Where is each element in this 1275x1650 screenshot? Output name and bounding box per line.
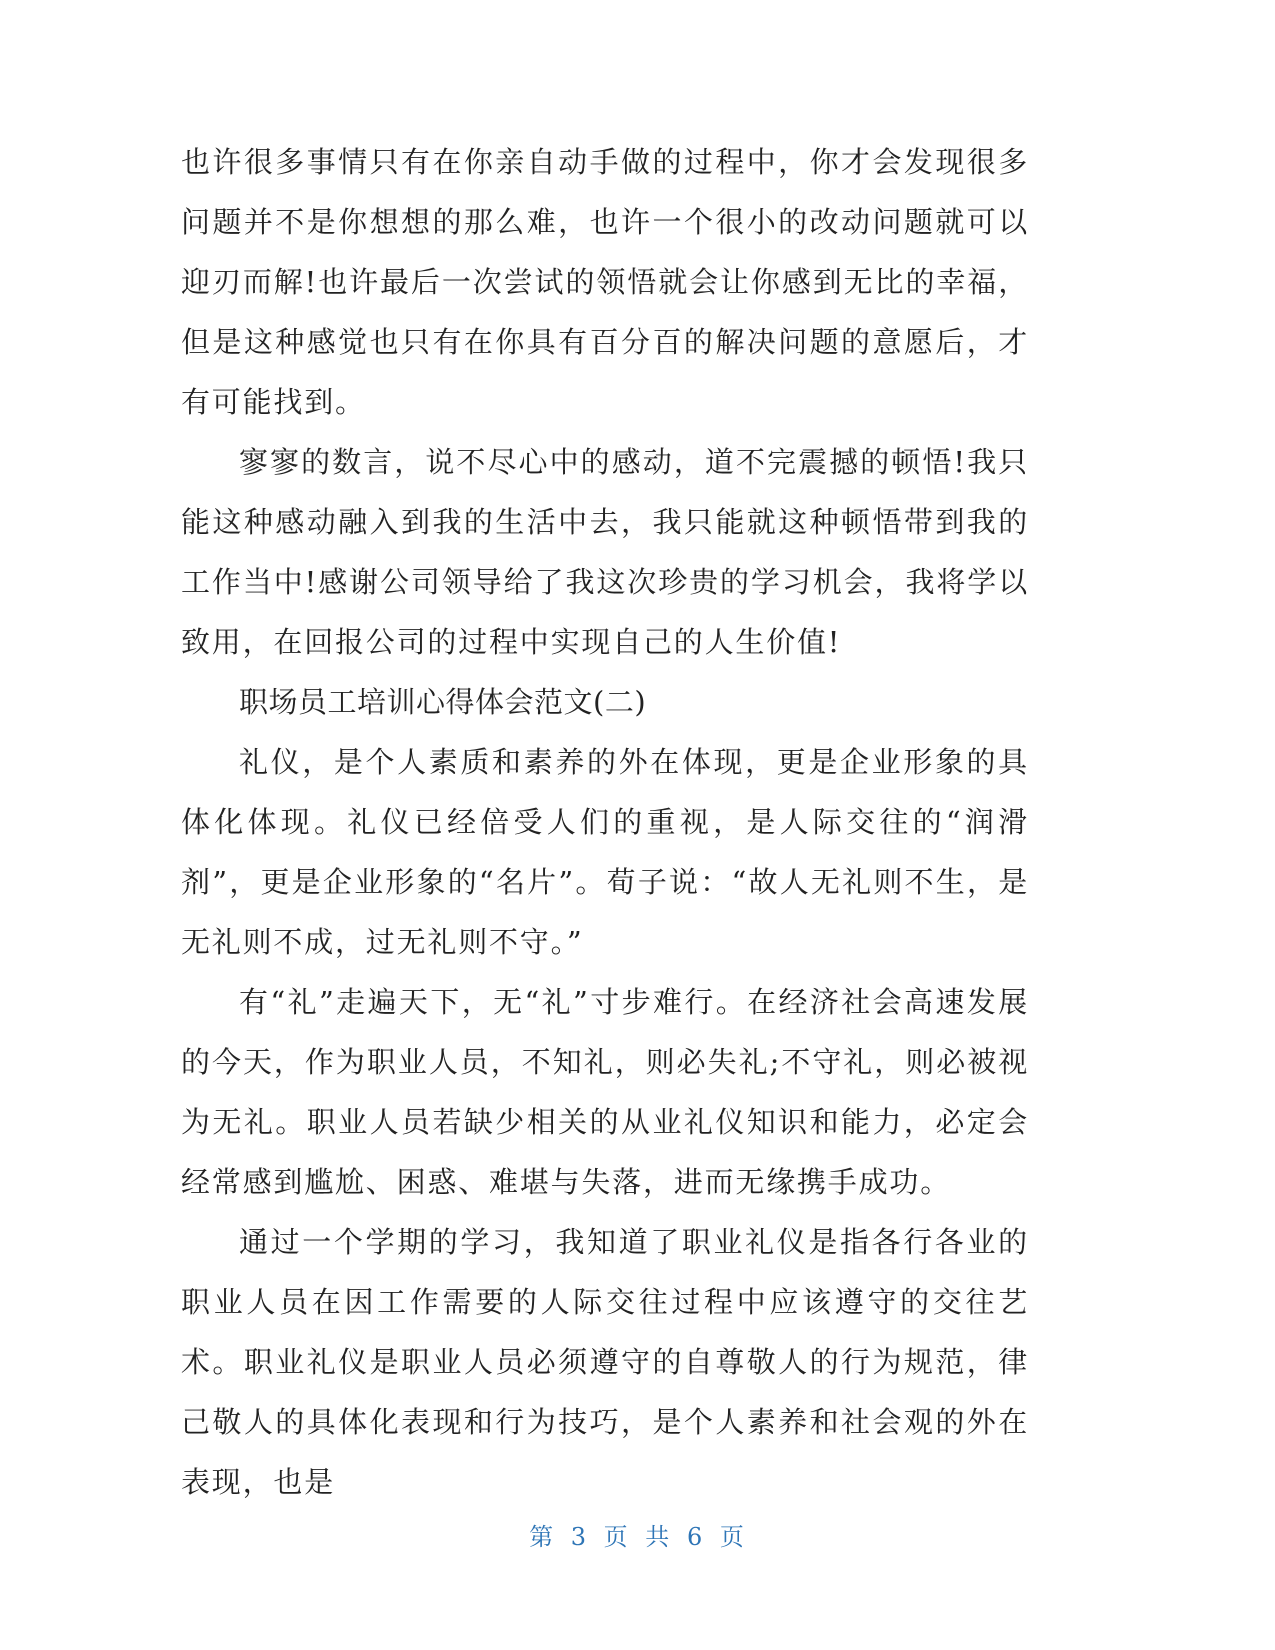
paragraph-etiquette-intro: 礼仪，是个人素质和素养的外在体现，更是企业形象的具体化体现。礼仪已经倍受人们的重视，是人际交往的“润滑剂”，更是企业形象的“名片”。荀子说：“故人无礼则不生，是无礼则不成，过无礼则不守。” — [181, 745, 1029, 959]
paragraph-gratitude: 寥寥的数言，说不尽心中的感动，道不完震撼的顿悟!我只能这种感动融入到我的生活中去，我只能就这种顿悟带到我的工作当中!感谢公司领导给了我这次珍贵的学习机会，我将学以致用，在回报公司的过程中实现自己的人生价值! — [181, 445, 1029, 659]
section-heading: 职场员工培训心得体会范文(二) — [239, 685, 647, 719]
paragraph-continued: 也许很多事情只有在你亲自动手做的过程中，你才会发现很多问题并不是你想想的那么难，也许一个很小的改动问题就可以迎刃而解!也许最后一次尝试的领悟就会让你感到无比的幸福，但是这种感觉也只有在你具有百分百的解决问题的意愿后，才有可能找到。 — [181, 145, 1029, 419]
document-body — [181, 132, 1029, 1512]
paragraph-etiquette-importance: 有“礼”走遍天下，无“礼”寸步难行。在经济社会高速发展的今天，作为职业人员，不知礼，则必失礼;不守礼，则必被视为无礼。职业人员若缺少相关的从业礼仪知识和能力，必定会经常感到尴尬、困惑、难堪与失落，进而无缘携手成功。 — [181, 985, 1029, 1199]
page-number-footer: 第 3 页 共 6 页 — [529, 1523, 746, 1551]
paragraph-etiquette-study: 通过一个学期的学习，我知道了职业礼仪是指各行各业的职业人员在因工作需要的人际交往过程中应该遵守的交往艺术。职业礼仪是职业人员必须遵守的自尊敬人的行为规范，律己敬人的具体化表现和行为技巧，是个人素养和社会观的外在表现，也是 — [181, 1225, 1029, 1499]
